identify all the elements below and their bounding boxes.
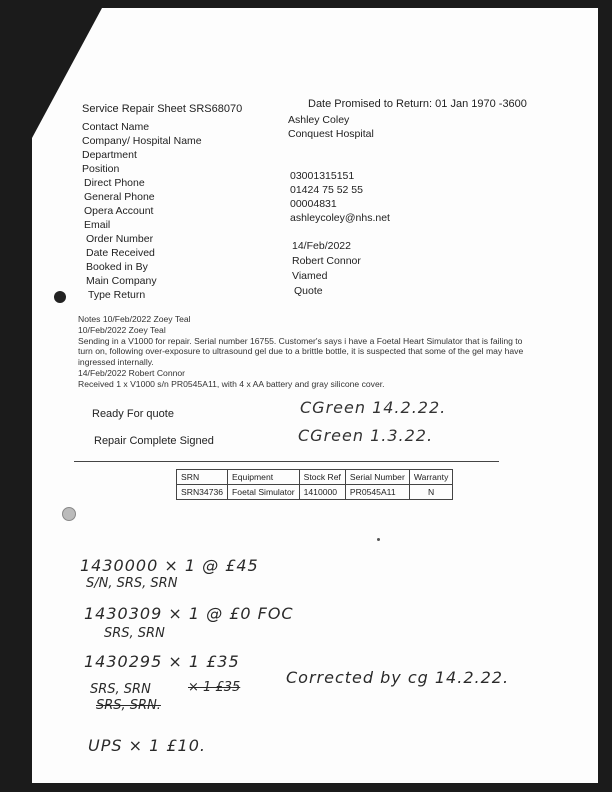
col-header: Equipment bbox=[228, 470, 300, 485]
booked-by-value: Robert Connor bbox=[292, 255, 361, 267]
field-label: Type Return bbox=[88, 289, 146, 301]
folded-corner bbox=[32, 8, 102, 138]
note-line: 10/Feb/2022 Zoey Teal bbox=[78, 324, 166, 335]
speck bbox=[377, 538, 380, 541]
date-received-value: 14/Feb/2022 bbox=[292, 240, 351, 252]
handwritten-line: 1430295 × 1 £35 bbox=[84, 652, 240, 671]
note-line: Notes 10/Feb/2022 Zoey Teal bbox=[78, 314, 191, 324]
table-header-row bbox=[177, 470, 453, 485]
field-label: Contact Name bbox=[82, 121, 150, 133]
col-header: Stock Ref bbox=[299, 470, 345, 485]
handwritten-line: SRS, SRN bbox=[90, 682, 151, 697]
field-label: General Phone bbox=[84, 191, 155, 203]
field-label: Order Number bbox=[86, 233, 154, 245]
col-header: SRN bbox=[177, 470, 228, 485]
main-company-value: Viamed bbox=[292, 270, 328, 282]
table-row bbox=[177, 485, 453, 500]
field-label: Main Company bbox=[86, 275, 157, 287]
field-label: Company/ Hospital Name bbox=[82, 135, 202, 147]
repair-complete-label: Repair Complete Signed bbox=[94, 435, 214, 447]
note-line: Received 1 x V1000 s/n PR0545A11, with 4 x AA battery and gray silicone cover. bbox=[78, 378, 385, 389]
col-header: Warranty bbox=[409, 470, 453, 485]
ready-signature: CGreen 14.2.22. bbox=[300, 398, 447, 417]
email-value: ashleycoley@nhs.net bbox=[290, 212, 390, 224]
ready-for-quote-label: Ready For quote bbox=[92, 408, 174, 420]
note-line: ingressed internally. bbox=[78, 357, 154, 368]
correction-note: Corrected by cg 14.2.22. bbox=[286, 668, 510, 687]
crossed-out-line: × 1 £35 bbox=[188, 680, 241, 695]
handwritten-line: 1430309 × 1 @ £0 FOC bbox=[84, 604, 294, 623]
note-line: 14/Feb/2022 Robert Connor bbox=[78, 367, 186, 378]
field-label: Date Received bbox=[86, 247, 155, 259]
crossed-out-line: SRS, SRN. bbox=[96, 698, 161, 713]
opera-account-value: 00004831 bbox=[290, 198, 337, 210]
hospital-value: Conquest Hospital bbox=[288, 128, 374, 140]
field-label: Email bbox=[84, 219, 111, 231]
table-cell: SRN34736 bbox=[177, 485, 228, 500]
handwritten-line: UPS × 1 £10. bbox=[88, 736, 206, 755]
field-label: Direct Phone bbox=[84, 177, 145, 189]
note-line: Sending in a V1000 for repair. Serial number 16755. Customer's says i have a Foetal Heart Simulator that is failing to bbox=[78, 335, 523, 346]
sheet-title: Service Repair Sheet SRS68070 bbox=[82, 103, 243, 115]
repair-sheet-page bbox=[32, 8, 598, 783]
contact-name-value: Ashley Coley bbox=[288, 114, 350, 126]
note-line: turn on, following over-exposure to ultrasound gel due to a brittle bottle, it is suspected that some of the gel may have bbox=[78, 346, 524, 357]
field-label: Booked in By bbox=[86, 261, 148, 273]
field-label: Position bbox=[82, 163, 120, 175]
table-cell: Foetal Simulator bbox=[228, 485, 300, 500]
col-header: Serial Number bbox=[345, 470, 409, 485]
equipment-table bbox=[176, 469, 453, 500]
complete-signature: CGreen 1.3.22. bbox=[298, 426, 434, 445]
handwritten-line: S/N, SRS, SRN bbox=[86, 576, 178, 591]
divider-line bbox=[74, 461, 499, 462]
table-cell: PR0545A11 bbox=[345, 485, 409, 500]
table-cell: N bbox=[409, 485, 453, 500]
date-promised: Date Promised to Return: 01 Jan 1970 -3600 bbox=[308, 98, 527, 110]
direct-phone-value: 03001315151 bbox=[290, 170, 355, 182]
table-cell: 1410000 bbox=[299, 485, 345, 500]
notes-block bbox=[78, 314, 578, 390]
handwritten-line: SRS, SRN bbox=[104, 626, 165, 641]
field-label: Opera Account bbox=[84, 205, 154, 217]
handwritten-line: 1430000 × 1 @ £45 bbox=[80, 556, 259, 575]
punch-hole bbox=[54, 291, 66, 303]
general-phone-value: 01424 75 52 55 bbox=[290, 184, 363, 196]
type-return-value: Quote bbox=[294, 285, 323, 297]
field-label: Department bbox=[82, 149, 137, 161]
punch-hole bbox=[62, 507, 76, 521]
